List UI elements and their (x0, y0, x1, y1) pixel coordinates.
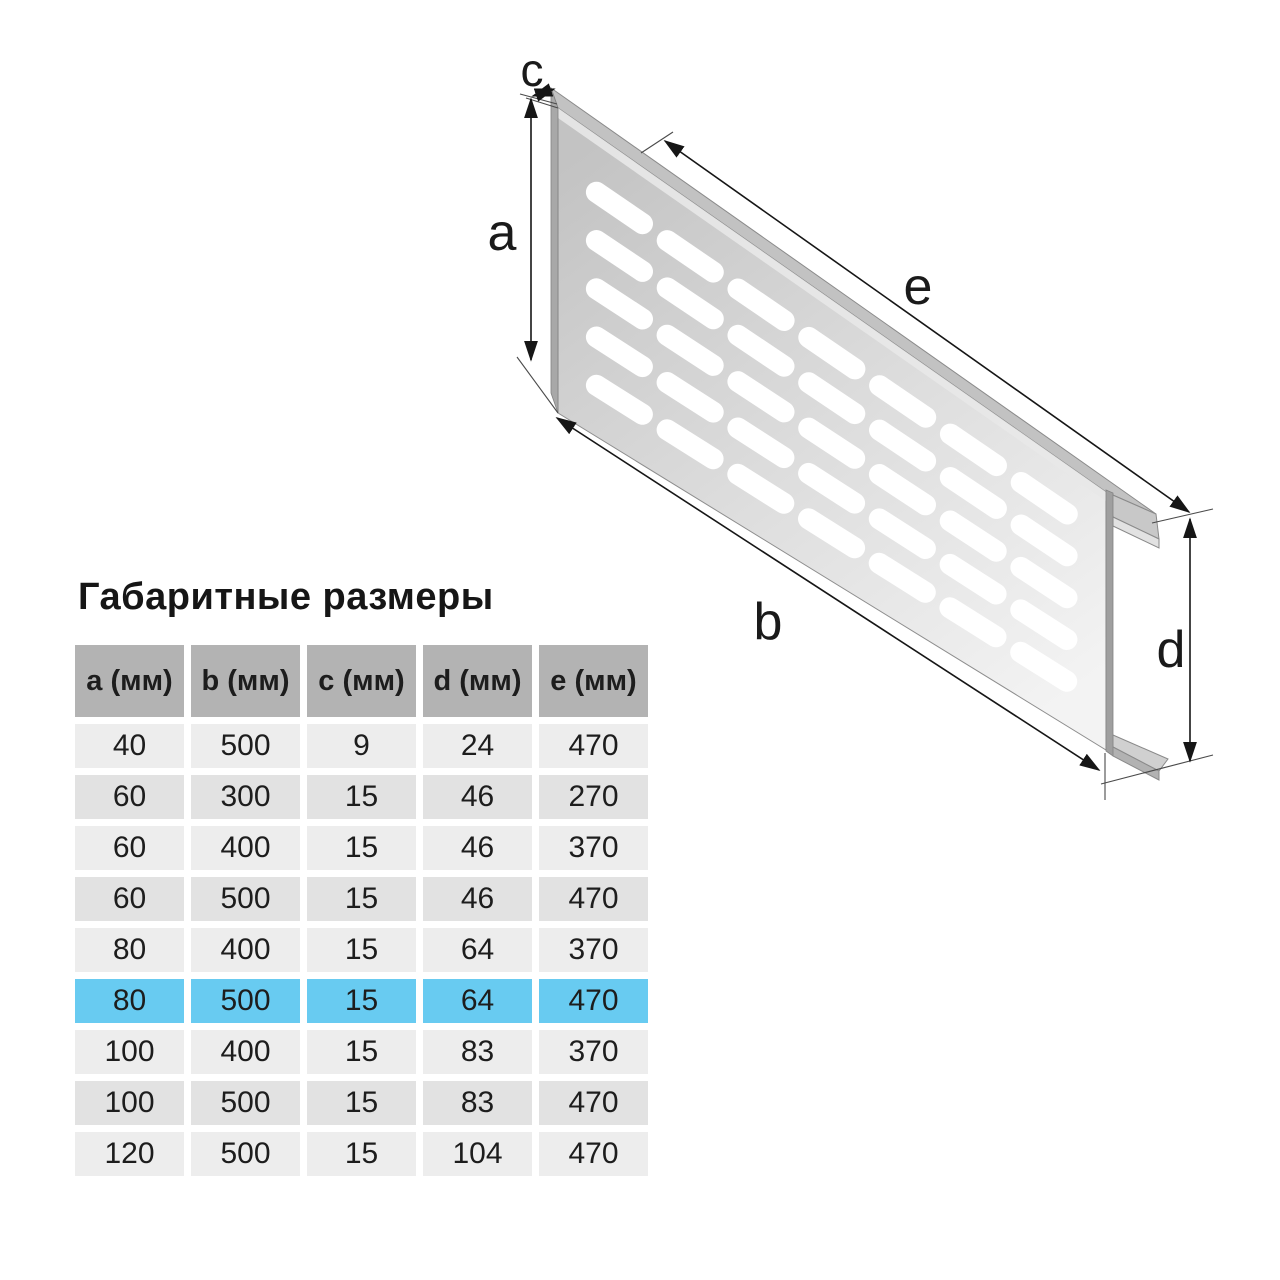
column-header: d (мм) (423, 645, 532, 717)
table-cell: 60 (75, 877, 184, 921)
table-cell: 15 (307, 877, 416, 921)
table-cell: 15 (307, 1081, 416, 1125)
table-cell: 400 (191, 826, 300, 870)
table-row (75, 1132, 648, 1176)
dim-label-e: e (903, 258, 933, 316)
dim-label-a: a (487, 204, 517, 262)
table-cell: 500 (191, 1081, 300, 1125)
column-header: c (мм) (307, 645, 416, 717)
dim-label-d: d (1156, 621, 1186, 679)
table-cell: 80 (75, 979, 184, 1023)
table-cell: 46 (423, 877, 532, 921)
table-cell: 60 (75, 826, 184, 870)
table-cell: 15 (307, 1030, 416, 1074)
table-cell: 370 (539, 1030, 648, 1074)
table-cell: 500 (191, 1132, 300, 1176)
table-cell: 64 (423, 979, 532, 1023)
grille-right-edge (1106, 490, 1113, 756)
table-cell: 400 (191, 928, 300, 972)
dim-label-c: c (520, 44, 544, 96)
table-cell: 9 (307, 724, 416, 768)
table-cell: 470 (539, 877, 648, 921)
table-cell: 370 (539, 928, 648, 972)
table-cell: 500 (191, 877, 300, 921)
table-cell: 15 (307, 979, 416, 1023)
table-row (75, 1030, 648, 1074)
table-row-highlighted (75, 979, 648, 1023)
table-cell: 46 (423, 826, 532, 870)
table-cell: 15 (307, 928, 416, 972)
table-row (75, 724, 648, 768)
table-cell: 24 (423, 724, 532, 768)
table-cell: 60 (75, 775, 184, 819)
table-cell: 83 (423, 1030, 532, 1074)
table-cell: 300 (191, 775, 300, 819)
table-cell: 15 (307, 1132, 416, 1176)
table-cell: 470 (539, 979, 648, 1023)
table-cell: 370 (539, 826, 648, 870)
table-row (75, 1081, 648, 1125)
table-cell: 500 (191, 724, 300, 768)
table-cell: 100 (75, 1030, 184, 1074)
table-cell: 470 (539, 1132, 648, 1176)
table-cell: 40 (75, 724, 184, 768)
header-row (75, 645, 648, 717)
table-cell: 46 (423, 775, 532, 819)
grille-left-edge (551, 88, 558, 413)
page-title: Габаритные размеры (78, 576, 494, 618)
table-cell: 64 (423, 928, 532, 972)
table-cell: 15 (307, 775, 416, 819)
column-header: b (мм) (191, 645, 300, 717)
table-cell: 470 (539, 724, 648, 768)
dimensions-table (68, 638, 655, 1183)
table-cell: 80 (75, 928, 184, 972)
table-cell: 15 (307, 826, 416, 870)
table-header (75, 645, 648, 717)
table-cell: 270 (539, 775, 648, 819)
table-row (75, 877, 648, 921)
table-cell: 500 (191, 979, 300, 1023)
table-row (75, 928, 648, 972)
table-cell: 83 (423, 1081, 532, 1125)
table-cell: 400 (191, 1030, 300, 1074)
table-cell: 470 (539, 1081, 648, 1125)
column-header: e (мм) (539, 645, 648, 717)
table-cell: 104 (423, 1132, 532, 1176)
table-cell: 120 (75, 1132, 184, 1176)
column-header: a (мм) (75, 645, 184, 717)
table-row (75, 826, 648, 870)
table-cell: 100 (75, 1081, 184, 1125)
table-row (75, 775, 648, 819)
dim-label-b: b (753, 593, 783, 651)
